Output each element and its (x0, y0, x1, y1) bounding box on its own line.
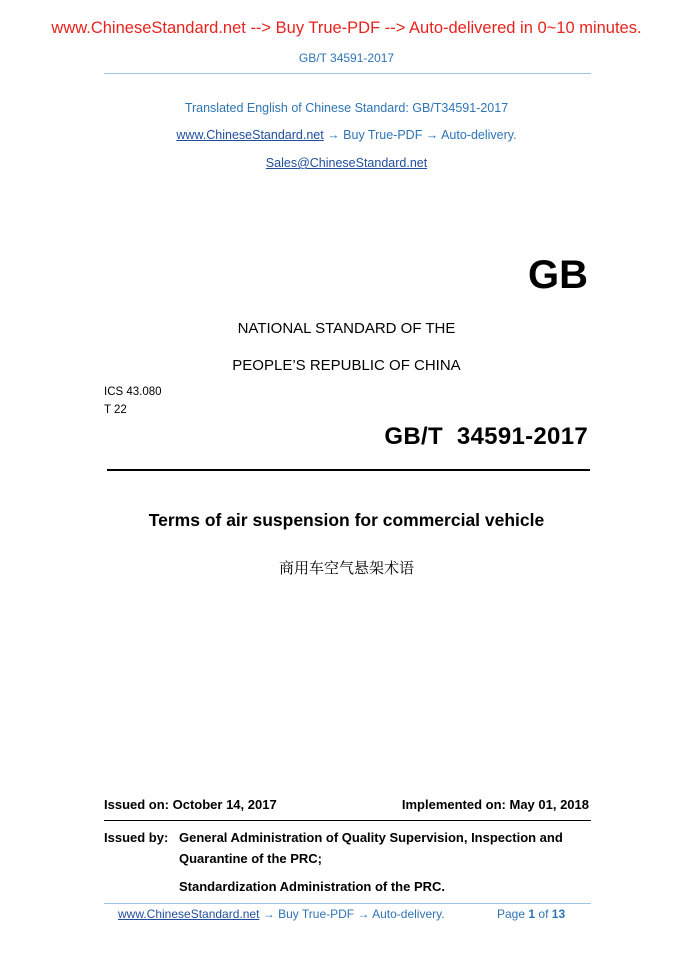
buy-line (0, 128, 693, 142)
classification-code: T 22 (104, 404, 127, 416)
translation-line: Translated English of Chinese Standard: GB/T34591-2017 (184, 101, 509, 115)
gb-logo: GB (528, 253, 588, 297)
sales-line (0, 156, 693, 170)
page-of: of (538, 907, 549, 921)
page-current: 1 (528, 907, 536, 921)
issuer-line-3: Standardization Administration of the PRC. (179, 879, 446, 894)
header-divider (104, 73, 591, 74)
title-divider (107, 469, 590, 471)
site-link[interactable]: www.ChineseStandard.net (176, 128, 324, 142)
footer-divider (104, 903, 591, 904)
implemented-on-date: Implemented on: May 01, 2018 (401, 797, 589, 812)
buy-text: → Buy True-PDF → Auto-delivery. (323, 128, 517, 142)
footer-buy-line (118, 907, 445, 921)
header-standard-code: GB/T 34591-2017 (298, 51, 395, 65)
title-english: Terms of air suspension for commercial vehicle (148, 510, 545, 530)
issued-on-date: Issued on: October 14, 2017 (104, 797, 277, 812)
sales-email-link[interactable]: Sales@ChineseStandard.net (265, 156, 428, 170)
page-indicator (497, 907, 565, 921)
title-chinese: 商用车空气悬架术语 (278, 559, 414, 577)
standard-number: GB/T 34591-2017 (384, 423, 588, 450)
national-standard-line1: NATIONAL STANDARD OF THE (237, 320, 456, 337)
footer-buy-text: → Buy True-PDF → Auto-delivery. (259, 907, 445, 921)
issuer-line-1: General Administration of Quality Supervision, Inspection and (179, 830, 563, 845)
page-word: Page (497, 907, 526, 921)
page-total: 13 (551, 907, 566, 921)
ics-code: ICS 43.080 (104, 386, 162, 398)
national-standard-line2: PEOPLE’S REPUBLIC OF CHINA (232, 357, 461, 374)
issuer-line-2: Quarantine of the PRC; (179, 851, 323, 866)
footer-site-link[interactable]: www.ChineseStandard.net (118, 907, 260, 921)
promo-banner: www.ChineseStandard.net --> Buy True-PDF --> Auto-delivered in 0~10 minutes. (51, 19, 642, 37)
issued-by-label: Issued by: (104, 830, 169, 845)
dates-divider (104, 820, 591, 821)
